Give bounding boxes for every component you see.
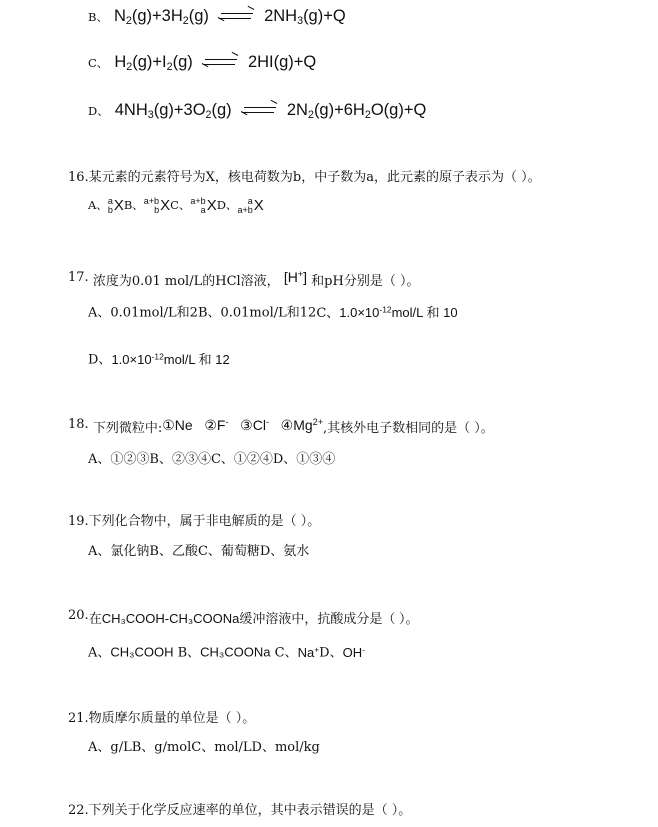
- q19-stem: 19.下列化合物中，属于非电解质的是（ ）。: [68, 514, 321, 529]
- nuclide-d: a a+bX: [237, 196, 264, 215]
- equilibrium-arrow-icon: [203, 58, 237, 68]
- q18-options: A、①②③B、②③④C、①②④D、①③④: [88, 452, 336, 467]
- q18-stem: 18. 下列微粒中:①Ne ②F- ③Cl- $④Mg^{2+}$,其核外电子数相同的是（ ）。: [68, 417, 494, 436]
- q17-options-line2: D、$1.0\times 10^{-12}mol/L$ 和 12: [88, 351, 230, 368]
- q16-options: A、a bXB、a+b bXC、a+b aXD、 a a+bX: [88, 196, 264, 215]
- q20-stem: 20.在CH₃COOH-CH₃COONa缓冲溶液中，抗酸成分是（ ）。: [68, 608, 419, 626]
- q21-stem: 21.物质摩尔质量的单位是（ ）。: [68, 711, 256, 726]
- q22-stem: 22.下列关于化学反应速率的单位，其中表示错误的是（ ）。: [68, 803, 412, 818]
- equilibrium-arrow-icon: [242, 106, 276, 116]
- q15-option-c: C、 $H_2(g)+I_2(g)$ 2HI(g)+Q: [88, 53, 317, 74]
- nuclide-b: a+b bX: [143, 196, 171, 215]
- nuclide-c: a+b aX: [190, 196, 217, 215]
- q15-option-b: B、 $N_2(g)+3H_2(g)$ $2NH_3(g)+Q$: [88, 7, 346, 28]
- q19-options: A、氯化钠B、乙酸C、葡萄糖D、氨水: [88, 544, 310, 559]
- q16-stem: 16.某元素的元素符号为X，核电荷数为b，中子数为a，此元素的原子表示为（ ）。: [68, 170, 541, 185]
- q21-options: A、g/LB、g/molC、mol/LD、mol/kg: [88, 740, 320, 755]
- nuclide-a: a bX: [107, 196, 124, 215]
- q17-stem: 17. 浓度为0.01 mol/L的HCl溶液， [H+] 和pH分别是（ ）。: [68, 269, 420, 289]
- q15-option-d: D、 $4NH_3(g)+3O_2(g)$ $2N_2(g)+6H_2O(g)+Q$: [88, 101, 427, 122]
- q20-options: A、CH₃COOH B、CH₃COONa C、Na+D、OH-: [88, 644, 365, 661]
- q17-options-line1: A、0.01mol/L和2B、0.01mol/L和12C、$1.0\times 10^{-12}mol/L$ 和 10: [88, 304, 458, 321]
- equilibrium-arrow-icon: [219, 12, 253, 22]
